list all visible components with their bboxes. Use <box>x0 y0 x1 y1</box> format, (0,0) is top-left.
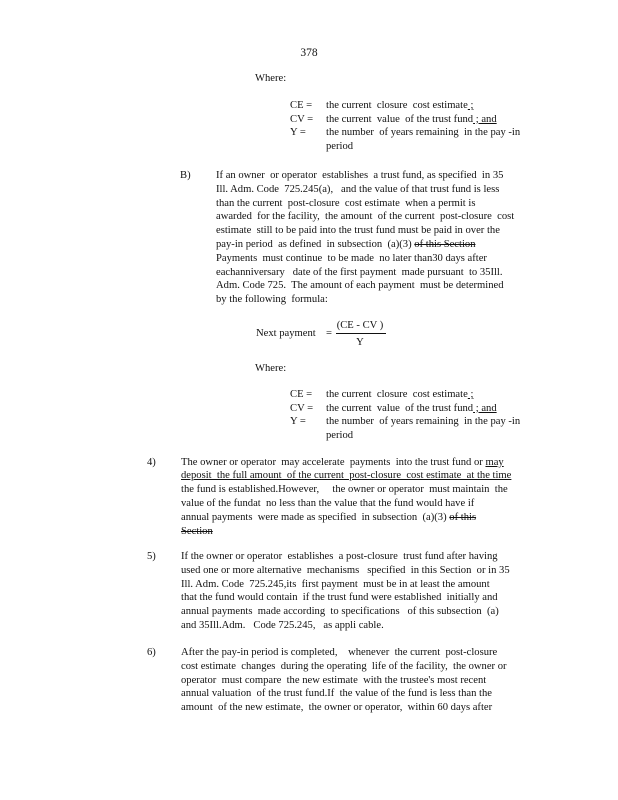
definition-text <box>326 415 520 429</box>
definition-text-fragment: the current value of the trust fund <box>326 402 474 414</box>
definition-symbol: CE = <box>290 389 313 400</box>
inserted-text: ; <box>467 100 474 111</box>
formula-lhs: Next payment <box>256 328 316 339</box>
definition-symbol: CV = <box>290 113 314 125</box>
definition-text-fragment: the number of years remaining in the pay -in <box>326 127 521 139</box>
item-4-label: 4) <box>147 457 156 468</box>
paragraph-line: by the following formula: <box>216 294 328 306</box>
paragraph-line: annual valuation of the trust fund.If the value of the fund is less than the <box>181 688 492 700</box>
definition-text-fragment: period <box>326 430 354 442</box>
where-label: Where: <box>255 73 287 84</box>
definition-text <box>326 388 473 402</box>
definition-symbol: Y = <box>290 416 306 428</box>
deleted-text: of this <box>449 512 477 523</box>
item-4-line <box>181 511 476 525</box>
paragraph-line: than the current post-closure cost estimate when a permit is <box>216 197 476 209</box>
where-label-2: Where: <box>255 363 287 374</box>
definition-text-fragment: the number of years remaining in the pay -in <box>326 416 521 428</box>
paragraph-line-fragment: pay-in period as defined in subsection (a)(3) <box>216 239 415 250</box>
formula-denominator: Y <box>356 337 364 348</box>
definition-text-fragment: the current value of the trust fund <box>326 113 474 125</box>
definition-text <box>326 126 520 140</box>
paragraph-line: Ill. Adm. Code 725.245(a), and the value of that trust fund is less <box>216 183 500 195</box>
paragraph-line: estimate still to be paid into the trust fund must be paid in over the <box>216 225 500 237</box>
paragraph-line: annual payments made according to specifications of this subsection (a) <box>181 606 499 618</box>
fraction-bar <box>336 333 386 334</box>
definition-text <box>326 99 473 113</box>
definition-symbol: CE = <box>290 100 313 111</box>
inserted-text: ; <box>467 389 474 400</box>
item-4-text-fragment: annual payments were made as specified in subsection (a)(3) <box>181 512 450 523</box>
definition-text <box>326 140 353 154</box>
paragraph-line: Ill. Adm. Code 725.245,its first payment must be in at least the amount <box>181 578 490 590</box>
item-6-label: 6) <box>147 647 156 658</box>
item-5-label: 5) <box>147 551 156 562</box>
definition-text-fragment: period <box>326 141 354 153</box>
inserted-text: ; and <box>473 402 497 414</box>
item-4-text-fragment: The owner or operator may accelerate payments into the trust fund or <box>181 457 486 468</box>
deleted-text: of this Section <box>414 239 476 250</box>
paragraph-line: amount of the new estimate, the owner or operator, within 60 days after <box>181 702 493 714</box>
paragraph-line: After the pay-in period is completed, whenever the current post-closure <box>181 647 498 658</box>
inserted-text: may <box>485 457 504 468</box>
paragraph-line: Adm. Code 725. The amount of each payment must be determined <box>216 280 504 292</box>
inserted-text: ; and <box>473 113 497 125</box>
paragraph-line: Payments must continue to be made no later than30 days after <box>216 252 487 264</box>
item-b-label: B) <box>180 170 191 181</box>
definition-text <box>326 402 497 416</box>
deleted-text: Section <box>181 526 213 537</box>
formula-equals: = <box>326 328 332 339</box>
paragraph-line: awarded for the facility, the amount of the current post-closure cost <box>216 211 515 223</box>
page-number: 378 <box>300 47 318 59</box>
definition-symbol: Y = <box>290 127 306 139</box>
paragraph-line: and 35Ill.Adm. Code 725.245, as appli cable. <box>181 620 384 631</box>
paragraph-line: If an owner or operator establishes a trust fund, as specified in 35 <box>216 170 504 181</box>
definition-text <box>326 113 497 127</box>
paragraph-line: operator must compare the new estimate with the trustee's most recent <box>181 674 487 686</box>
inserted-text: deposit the full amount of the current post-closure cost estimate at the time <box>181 470 512 481</box>
definition-text <box>326 429 353 443</box>
definition-text-fragment: the current closure cost estimate <box>326 389 468 400</box>
item-4-line: the fund is established.However, the owner or operator must maintain the <box>181 484 508 495</box>
paragraph-line <box>216 238 476 252</box>
formula-numerator: (CE - CV ) <box>336 320 384 331</box>
definition-text-fragment: the current closure cost estimate <box>326 100 468 111</box>
paragraph-line: that the fund would contain if the trust fund were established initially and <box>181 592 498 604</box>
item-4-line <box>181 456 504 470</box>
definition-symbol: CV = <box>290 402 314 414</box>
paragraph-line: eachanniversary date of the first payment made pursuant to 35Ill. <box>216 266 503 278</box>
paragraph-line: cost estimate changes during the operating life of the facility, the owner or <box>181 660 507 672</box>
item-4-line: value of the fundat no less than the value that the fund would have if <box>181 498 475 509</box>
paragraph-line: If the owner or operator establishes a post-closure trust fund after having <box>181 551 498 562</box>
paragraph-line: used one or more alternative mechanisms specified in this Section or in 35 <box>181 564 510 576</box>
